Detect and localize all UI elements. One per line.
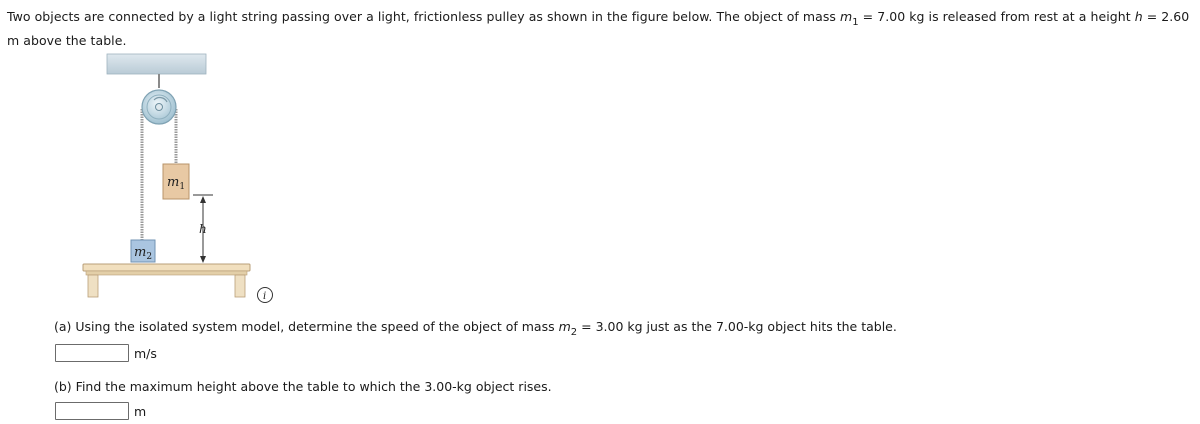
m2-symbol: m <box>558 319 571 334</box>
part-a <box>54 318 897 362</box>
part-b-answer-row <box>54 402 552 420</box>
part-a-text-rest: = 3.00 kg just as the 7.00-kg object hits the table. <box>577 319 897 334</box>
pulley-figure <box>75 52 290 307</box>
pulley-wheel <box>142 90 176 124</box>
problem-text-m1-value: = 7.00 kg is released from rest at a height <box>858 9 1135 24</box>
part-b <box>54 378 552 420</box>
m1-symbol: m <box>839 9 853 24</box>
part-a-unit: m/s <box>134 345 157 361</box>
m2-label: $m_2$ <box>134 245 153 262</box>
part-a-answer-input[interactable] <box>55 344 129 362</box>
m1-label: $m_1$ <box>167 175 186 192</box>
h-symbol: h <box>1134 9 1143 24</box>
ceiling <box>107 54 206 74</box>
problem-text-intro: Two objects are connected by a light string passing over a light, frictionless pulley as shown in the figure below. The object of mass <box>7 9 840 24</box>
info-icon[interactable] <box>258 288 273 303</box>
part-a-text-intro: (a) Using the isolated system model, determine the speed of the object of mass <box>54 319 559 334</box>
table <box>83 264 250 297</box>
part-b-answer-input[interactable] <box>55 402 129 420</box>
part-a-question <box>54 318 897 338</box>
problem-statement <box>7 6 1195 52</box>
svg-text:i: i <box>263 291 267 302</box>
part-b-unit: m <box>134 403 147 419</box>
h-label: h <box>199 222 207 236</box>
part-a-answer-row <box>54 344 897 362</box>
part-b-question: (b) Find the maximum height above the table to which the 3.00-kg object rises. <box>54 379 552 394</box>
m2-subscript: 2 <box>570 327 578 338</box>
m1-subscript: 1 <box>852 17 859 28</box>
problem-text-h-value: = 2.60 m above the table. <box>7 9 1190 48</box>
